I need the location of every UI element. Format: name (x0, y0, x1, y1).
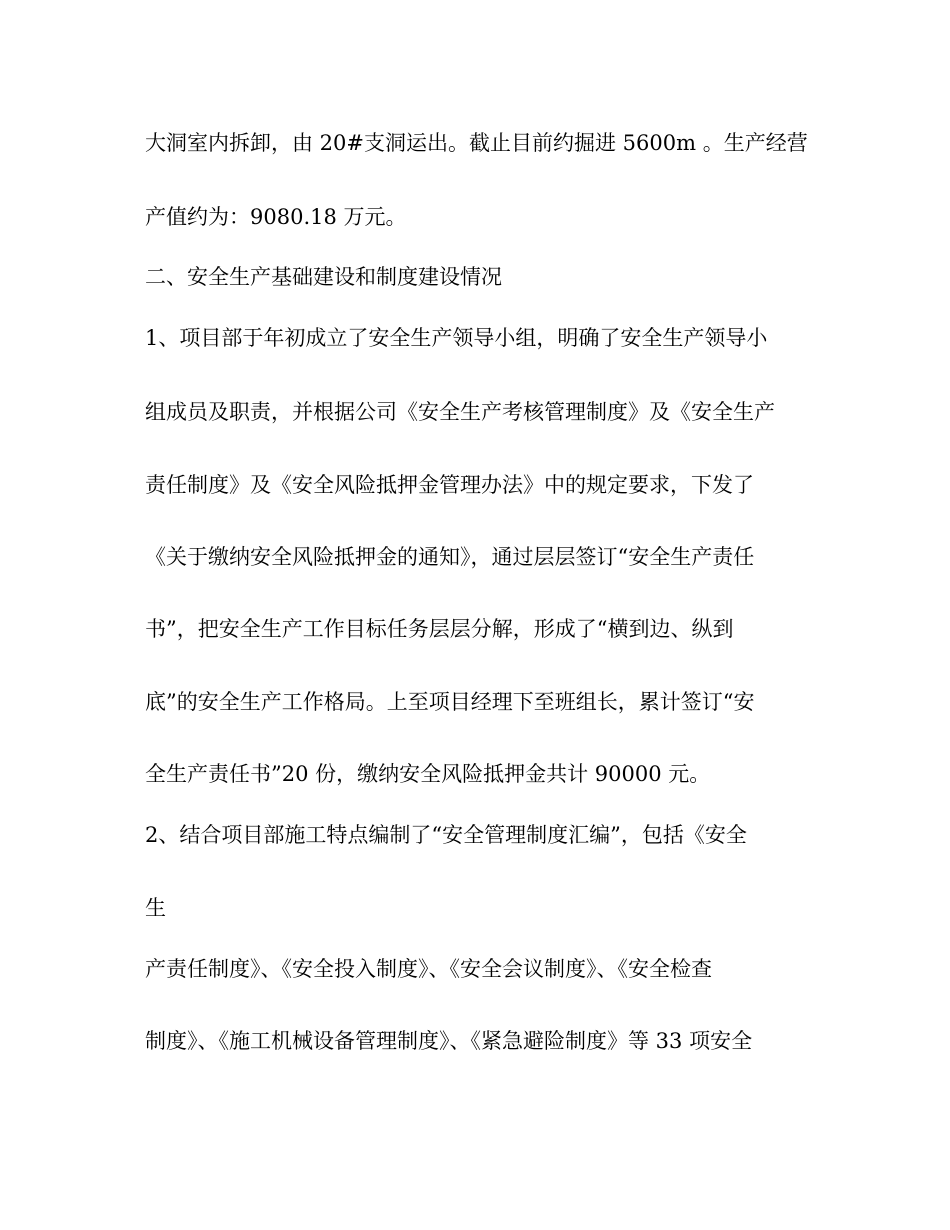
paragraph-line: 底”的安全生产工作格局。上至项目经理下至班组长，累计签订“安 (145, 690, 755, 714)
paragraph-line: 责任制度》及《安全风险抵押金管理办法》中的规定要求，下发了 (145, 473, 754, 497)
paragraph-line: 《关于缴纳安全风险抵押金的通知》，通过层层签订“安全生产责任 (145, 545, 755, 569)
paragraph-line: 1、项目部于年初成立了安全生产领导小组，明确了安全生产领导小 (145, 326, 768, 350)
section-heading: 二、安全生产基础建设和制度建设情况 (145, 265, 502, 289)
paragraph-line: 2、结合项目部施工特点编制了“安全管理制度汇编”，包括《安全 (145, 823, 747, 847)
paragraph-line: 产责任制度》、《安全投入制度》、《安全会议制度》、《安全检查 (145, 957, 712, 981)
paragraph-line: 书”，把安全生产工作目标任务层层分解，形成了“横到边、纵到 (145, 617, 734, 641)
paragraph-line: 产值约为：9080.18 万元。 (145, 205, 407, 229)
paragraph-line: 生 (145, 896, 166, 920)
paragraph-line: 全生产责任书”20 份，缴纳安全风险抵押金共计 90000 元。 (145, 762, 711, 786)
paragraph-line: 组成员及职责，并根据公司《安全生产考核管理制度》及《安全生产 (145, 400, 775, 424)
paragraph-line: 大洞室内拆卸，由 20#支洞运出。截止目前约掘进 5600m 。生产经营 (145, 131, 808, 155)
paragraph-line: 制度》、《施工机械设备管理制度》、《紧急避险制度》等 33 项安全 (145, 1029, 753, 1053)
